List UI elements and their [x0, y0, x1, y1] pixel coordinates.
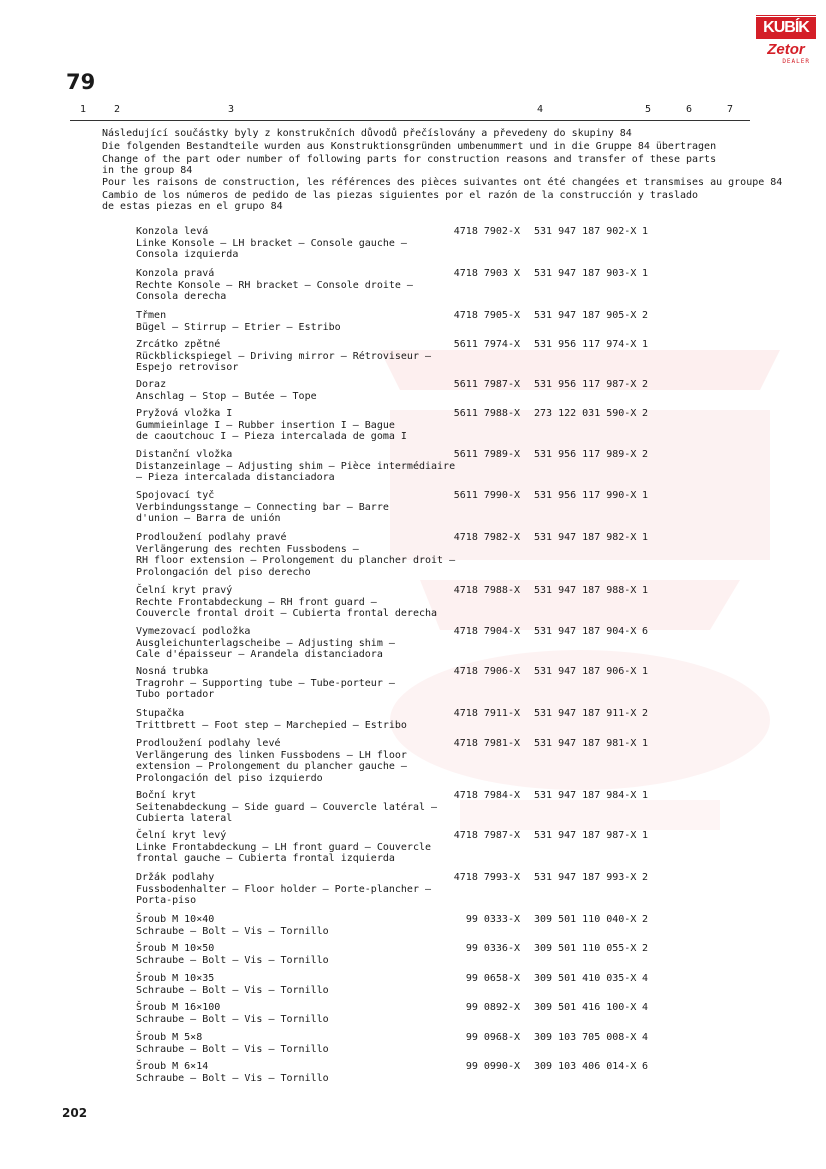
part-code: 4718 7984-X: [453, 790, 520, 801]
table-row: [0, 339, 826, 379]
part-quantity: 1: [642, 268, 649, 279]
part-number: 531 947 187 988-X: [534, 585, 637, 596]
part-quantity: 1: [642, 666, 649, 677]
part-description-line: extension — Prolongement du plancher gauche —: [136, 761, 407, 772]
part-description-line: Anschlag — Stop — Butée — Tope: [136, 390, 317, 402]
table-row: [0, 449, 826, 490]
part-description: [136, 666, 461, 701]
table-row: [0, 585, 826, 626]
intro-line: Následující součástky byly z konstrukčních důvodů přečíslovány a převedeny do skupiny 84: [102, 128, 632, 139]
table-row: [0, 830, 826, 872]
part-code: 99 0990-X: [465, 1061, 520, 1072]
part-quantity: 1: [642, 339, 649, 350]
part-description-line: Distanční vložka: [136, 449, 233, 460]
part-description: [136, 449, 461, 484]
part-description-line: Čelní kryt levý: [136, 830, 227, 841]
table-row: [0, 379, 826, 408]
part-code: 4718 7904-X: [453, 626, 520, 637]
part-number: 531 947 187 981-X: [534, 738, 637, 749]
part-description-line: Nosná trubka: [136, 666, 209, 677]
part-description: [136, 1032, 461, 1055]
part-number: 531 947 187 987-X: [534, 830, 637, 841]
part-description-line: Consola derecha: [136, 291, 227, 302]
part-description-line: Šroub M 10×40: [136, 914, 215, 925]
part-number: 309 103 705 008-X: [534, 1032, 637, 1043]
column-number: 6: [686, 104, 693, 115]
table-row: [0, 943, 826, 973]
part-number: 531 956 117 974-X: [534, 339, 637, 350]
part-code: 4718 7982-X: [453, 532, 520, 543]
part-number: 309 501 110 055-X: [534, 943, 637, 954]
part-description-line: Cubierta lateral: [136, 813, 233, 824]
table-row: [0, 532, 826, 585]
part-description: [136, 339, 461, 374]
part-description: [136, 626, 461, 661]
part-description-line: Ausgleichunterlagscheibe — Adjusting shim —: [136, 637, 395, 649]
part-description-line: Cale d'épaisseur — Arandela distanciadora: [136, 649, 383, 660]
part-code: 4718 7905-X: [453, 310, 520, 321]
part-description-line: Boční kryt: [136, 790, 197, 801]
part-quantity: 1: [642, 790, 649, 801]
part-description-line: Espejo retrovisor: [136, 362, 239, 373]
part-description-line: Trittbrett — Foot step — Marchepied — Estribo: [136, 719, 407, 731]
part-description-line: Šroub M 5×8: [136, 1032, 203, 1043]
part-number: 531 947 187 903-X: [534, 268, 637, 279]
table-row: [0, 268, 826, 310]
part-quantity: 2: [642, 943, 649, 954]
part-quantity: 6: [642, 1061, 649, 1072]
part-description: [136, 585, 461, 620]
table-row: [0, 226, 826, 268]
logo-zetor: Zetor: [767, 41, 805, 58]
table-row: [0, 872, 826, 914]
table-row: [0, 790, 826, 830]
part-description-line: Šroub M 10×35: [136, 973, 215, 984]
table-row: [0, 914, 826, 943]
part-number: 531 947 187 902-X: [534, 226, 637, 237]
part-description: [136, 310, 461, 333]
part-description-line: Vymezovací podložka: [136, 626, 251, 637]
part-quantity: 2: [642, 379, 649, 390]
table-row: [0, 1061, 826, 1091]
part-description-line: Linke Konsole — LH bracket — Console gauche —: [136, 237, 407, 249]
part-description-line: Šroub M 10×50: [136, 943, 215, 954]
part-description-line: Stupačka: [136, 708, 185, 719]
part-description-line: de caoutchouc I — Pieza intercalada de goma I: [136, 431, 407, 442]
part-quantity: 2: [642, 914, 649, 925]
part-description-line: Verbindungsstange — Connecting bar — Barre: [136, 501, 389, 513]
part-number: 531 947 187 993-X: [534, 872, 637, 883]
part-description: [136, 268, 461, 303]
part-description-line: Spojovací tyč: [136, 490, 215, 501]
part-description-line: Třmen: [136, 310, 167, 321]
part-description: [136, 708, 461, 731]
table-row: [0, 666, 826, 708]
part-description-line: Verlängerung des rechten Fussbodens —: [136, 543, 359, 555]
part-quantity: 4: [642, 973, 649, 984]
part-description-line: Doraz: [136, 379, 167, 390]
part-code: 99 0892-X: [465, 1002, 520, 1013]
part-number: 531 947 187 984-X: [534, 790, 637, 801]
part-description: [136, 738, 461, 784]
part-description-line: Čelní kryt pravý: [136, 585, 233, 596]
part-description: [136, 790, 461, 825]
intro-line: Change of the part oder number of following parts for construction reasons and transfer of these parts: [102, 154, 717, 165]
part-code: 5611 7987-X: [453, 379, 520, 390]
column-number: 3: [228, 104, 235, 115]
part-code: 4718 7911-X: [453, 708, 520, 719]
part-quantity: 4: [642, 1002, 649, 1013]
part-description-line: Bügel — Stirrup — Etrier — Estribo: [136, 321, 341, 333]
part-description-line: Schraube — Bolt — Vis — Tornillo: [136, 984, 329, 996]
part-number: 309 501 110 040-X: [534, 914, 637, 925]
part-description: [136, 914, 461, 937]
part-description-line: Pryžová vložka I: [136, 408, 233, 419]
column-number: 5: [645, 104, 652, 115]
part-quantity: 2: [642, 872, 649, 883]
part-code: 5611 7989-X: [453, 449, 520, 460]
table-row: [0, 973, 826, 1002]
part-description: [136, 490, 461, 525]
part-code: 5611 7974-X: [453, 339, 520, 350]
intro-line: Cambio de los números de pedido de las piezas siguientes por el razón de la construcción y traslado: [102, 190, 699, 201]
part-number: 309 501 416 100-X: [534, 1002, 637, 1013]
part-description: [136, 1061, 461, 1084]
column-number: 4: [537, 104, 544, 115]
part-description-line: Schraube — Bolt — Vis — Tornillo: [136, 925, 329, 937]
part-description: [136, 872, 461, 907]
part-description-line: d'union — Barra de unión: [136, 513, 281, 524]
part-description-line: Rückblickspiegel — Driving mirror — Rétroviseur —: [136, 350, 432, 362]
part-description-line: Seitenabdeckung — Side guard — Couvercle latéral —: [136, 801, 438, 813]
table-row: [0, 1032, 826, 1061]
table-row: [0, 708, 826, 738]
part-description-line: Tragrohr — Supporting tube — Tube-porteur —: [136, 677, 395, 689]
part-number: 531 956 117 987-X: [534, 379, 637, 390]
part-number: 531 947 187 906-X: [534, 666, 637, 677]
part-quantity: 1: [642, 490, 649, 501]
part-description-line: Distanzeinlage — Adjusting shim — Pièce intermédiaire: [136, 460, 456, 472]
part-quantity: 1: [642, 585, 649, 596]
part-description-line: Prodloužení podlahy pravé: [136, 532, 287, 543]
part-description-line: Šroub M 16×100: [136, 1002, 221, 1013]
table-row: [0, 408, 826, 449]
part-description: [136, 226, 461, 261]
part-description: [136, 408, 461, 443]
part-description: [136, 532, 461, 578]
part-code: 4718 7988-X: [453, 585, 520, 596]
part-description-line: Rechte Konsole — RH bracket — Console droite —: [136, 279, 413, 291]
part-description: [136, 379, 461, 402]
part-number: 531 947 187 905-X: [534, 310, 637, 321]
table-row: [0, 1002, 826, 1032]
table-row: [0, 626, 826, 666]
part-quantity: 2: [642, 408, 649, 419]
intro-text: [102, 127, 783, 212]
footer-page-number: 202: [62, 1106, 88, 1120]
part-description-line: frontal gauche — Cubierta frontal izquierda: [136, 853, 395, 864]
part-description-line: Prodloužení podlahy levé: [136, 738, 281, 749]
part-description: [136, 830, 461, 865]
part-quantity: 2: [642, 708, 649, 719]
part-quantity: 2: [642, 310, 649, 321]
part-number: 531 956 117 989-X: [534, 449, 637, 460]
part-description-line: Rechte Frontabdeckung — RH front guard —: [136, 596, 377, 608]
part-quantity: 1: [642, 738, 649, 749]
intro-line: de estas piezas en el grupo 84: [102, 201, 283, 212]
part-number: 273 122 031 590-X: [534, 408, 637, 419]
column-number: 2: [114, 104, 121, 115]
part-code: 4718 7902-X: [453, 226, 520, 237]
part-description-line: Tubo portador: [136, 689, 215, 700]
part-description-line: Konzola levá: [136, 226, 209, 237]
part-code: 4718 7906-X: [453, 666, 520, 677]
part-description-line: Prolongación del piso derecho: [136, 566, 311, 578]
part-code: 4718 7993-X: [453, 872, 520, 883]
part-description-line: Verlängerung des linken Fussbodens — LH floor: [136, 749, 407, 761]
part-code: 99 0336-X: [465, 943, 520, 954]
kubik-zetor-logo: [756, 14, 816, 66]
logo-kubik: KUBÍK: [756, 14, 816, 39]
table-row: [0, 738, 826, 790]
part-code: 99 0658-X: [465, 973, 520, 984]
part-description-line: Schraube — Bolt — Vis — Tornillo: [136, 1072, 329, 1084]
page-number: 79: [66, 70, 96, 94]
part-code: 99 0968-X: [465, 1032, 520, 1043]
part-number: 531 947 187 904-X: [534, 626, 637, 637]
column-number: 1: [80, 104, 87, 115]
part-description-line: Prolongación del piso izquierdo: [136, 772, 323, 784]
part-number: 531 956 117 990-X: [534, 490, 637, 501]
part-description-line: Držák podlahy: [136, 872, 215, 883]
part-description: [136, 973, 461, 996]
table-row: [0, 490, 826, 532]
part-description: [136, 943, 461, 966]
part-number: 531 947 187 982-X: [534, 532, 637, 543]
header-rule: [70, 120, 750, 121]
intro-line: Die folgenden Bestandteile wurden aus Konstruktionsgründen umbenummert und in die Gruppe 84 übertragen: [102, 141, 717, 152]
part-code: 99 0333-X: [465, 914, 520, 925]
part-number: 309 103 406 014-X: [534, 1061, 637, 1072]
part-number: 531 947 187 911-X: [534, 708, 637, 719]
logo-dealer: DEALER: [782, 58, 810, 65]
part-quantity: 1: [642, 830, 649, 841]
part-code: 5611 7988-X: [453, 408, 520, 419]
part-quantity: 4: [642, 1032, 649, 1043]
part-quantity: 1: [642, 532, 649, 543]
part-description-line: Gummieinlage I — Rubber insertion I — Bague: [136, 419, 395, 431]
table-row: [0, 310, 826, 339]
column-number: 7: [727, 104, 734, 115]
part-code: 4718 7987-X: [453, 830, 520, 841]
part-quantity: 1: [642, 226, 649, 237]
part-description-line: Consola izquierda: [136, 249, 239, 260]
part-description-line: Porta-piso: [136, 895, 197, 906]
part-quantity: 6: [642, 626, 649, 637]
part-description-line: Šroub M 6×14: [136, 1061, 209, 1072]
part-description-line: Fussbodenhalter — Floor holder — Porte-plancher —: [136, 883, 432, 895]
part-description-line: — Pieza intercalada distanciadora: [136, 472, 335, 483]
column-numbers: [0, 104, 826, 118]
part-code: 4718 7981-X: [453, 738, 520, 749]
part-code: 4718 7903 X: [453, 268, 520, 279]
part-description-line: Couvercle frontal droit — Cubierta frontal derecha: [136, 608, 438, 619]
part-quantity: 2: [642, 449, 649, 460]
part-description-line: Zrcátko zpětné: [136, 339, 221, 350]
part-description: [136, 1002, 461, 1025]
part-description-line: Schraube — Bolt — Vis — Tornillo: [136, 1013, 329, 1025]
intro-line: Pour les raisons de construction, les références des pièces suivantes ont été changées et transmises au groupe 84: [102, 177, 783, 188]
part-code: 5611 7990-X: [453, 490, 520, 501]
part-description-line: Schraube — Bolt — Vis — Tornillo: [136, 1043, 329, 1055]
part-description-line: RH floor extension — Prolongement du plancher droit —: [136, 555, 456, 566]
part-description-line: Konzola pravá: [136, 268, 215, 279]
intro-line: in the group 84: [102, 165, 193, 176]
part-number: 309 501 410 035-X: [534, 973, 637, 984]
part-description-line: Schraube — Bolt — Vis — Tornillo: [136, 954, 329, 966]
part-description-line: Linke Frontabdeckung — LH front guard — Couvercle: [136, 841, 432, 853]
